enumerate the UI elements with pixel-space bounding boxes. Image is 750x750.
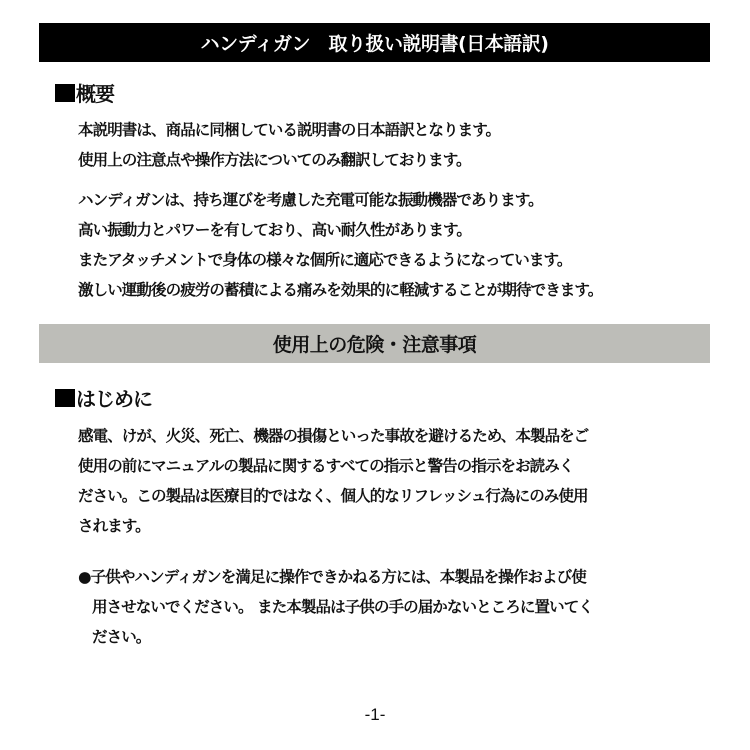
warning-bullet-item [78,562,593,652]
text-line: 使用の前にマニュアルの製品に関するすべての指示と警告の指示をお読みく [78,457,574,475]
page-number: -1- [364,705,386,724]
overview-paragraph-1 [78,115,500,175]
overview-paragraph-2 [78,185,602,305]
square-bullet-icon [55,389,75,407]
text-line: ださい。 [92,628,151,646]
text-line: 使用上の注意点や操作方法についてのみ翻訳しております。 [78,151,471,169]
square-bullet-icon [55,84,75,102]
text-line: 激しい運動後の疲労の蓄積による痛みを効果的に軽減することが期待できます。 [78,281,603,299]
text-line: 本説明書は、商品に同梱している説明書の日本語訳となります。 [78,121,501,139]
text-line: 用させないでください。 また本製品は子供の手の届かないところに置いてく [92,598,593,616]
text-line: ハンディガンは、持ち運びを考慮した充電可能な振動機器であります。 [78,191,543,209]
document-title-banner [39,23,710,62]
text-line: またアタッチメントで身体の様々な個所に適応できるようになっています。 [78,251,572,269]
circle-bullet-icon: ● [78,568,91,586]
overview-heading [55,78,114,107]
document-title: ハンディガン 取り扱い説明書(日本語訳) [200,33,549,55]
safety-section-banner [39,324,710,363]
text-line [78,562,593,592]
overview-heading-text: 概要 [76,82,114,106]
bullet-text: 子供やハンディガンを満足に操作できかねる方には、本製品を操作および使 [90,568,586,586]
introduction-paragraph [78,421,588,541]
introduction-heading-text: はじめに [76,387,152,411]
introduction-heading [55,383,152,412]
text-line: 感電、けが、火災、死亡、機器の損傷といった事故を避けるため、本製品をご [78,427,589,445]
text-line: されます。 [78,517,150,535]
text-line: ださい。この製品は医療目的ではなく、個人的なリフレッシュ行為にのみ使用 [78,487,588,505]
text-line: 高い振動力とパワーを有しており、高い耐久性があります。 [78,221,471,239]
safety-section-title: 使用上の危険・注意事項 [272,334,477,356]
